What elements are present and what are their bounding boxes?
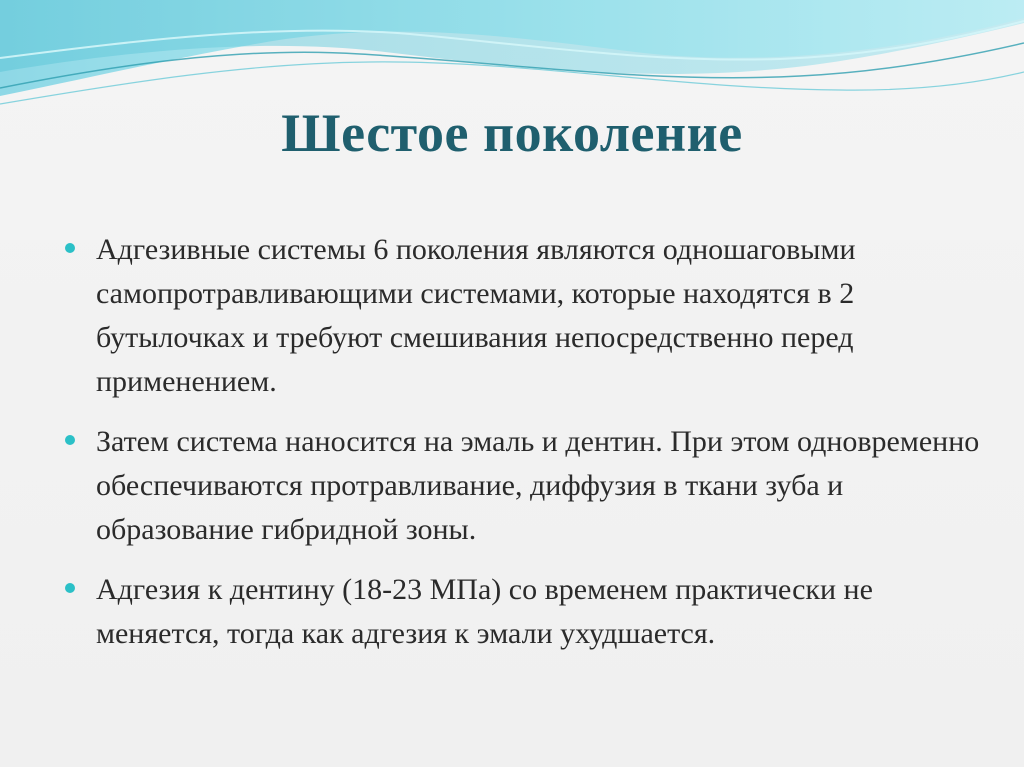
bullet-text-3: Адгезия к дентину (18-23 МПа) со временем практически не меняется, тогда как адгезия к эмали ухудшается. bbox=[96, 573, 873, 650]
bullet-item-3 bbox=[60, 568, 980, 656]
slide-title: Шестое поколение bbox=[281, 103, 743, 163]
round-bullet-icon bbox=[65, 435, 75, 445]
bullet-text-1: Адгезивные системы 6 поколения являются одношаговыми самопротравливающими системами, которые находятся в 2 бутылочках и требуют смешивания непосредственно перед применением. bbox=[96, 233, 856, 398]
bullet-list bbox=[60, 228, 980, 672]
round-bullet-icon bbox=[65, 243, 75, 253]
round-bullet-icon bbox=[65, 583, 75, 593]
bullet-item-2 bbox=[60, 420, 980, 552]
bullet-text-2: Затем система наносится на эмаль и дентин. При этом одновременно обеспечиваются протравливание, диффузия в ткани зуба и образование гибридной зоны. bbox=[96, 425, 980, 546]
bullet-item-1 bbox=[60, 228, 980, 404]
